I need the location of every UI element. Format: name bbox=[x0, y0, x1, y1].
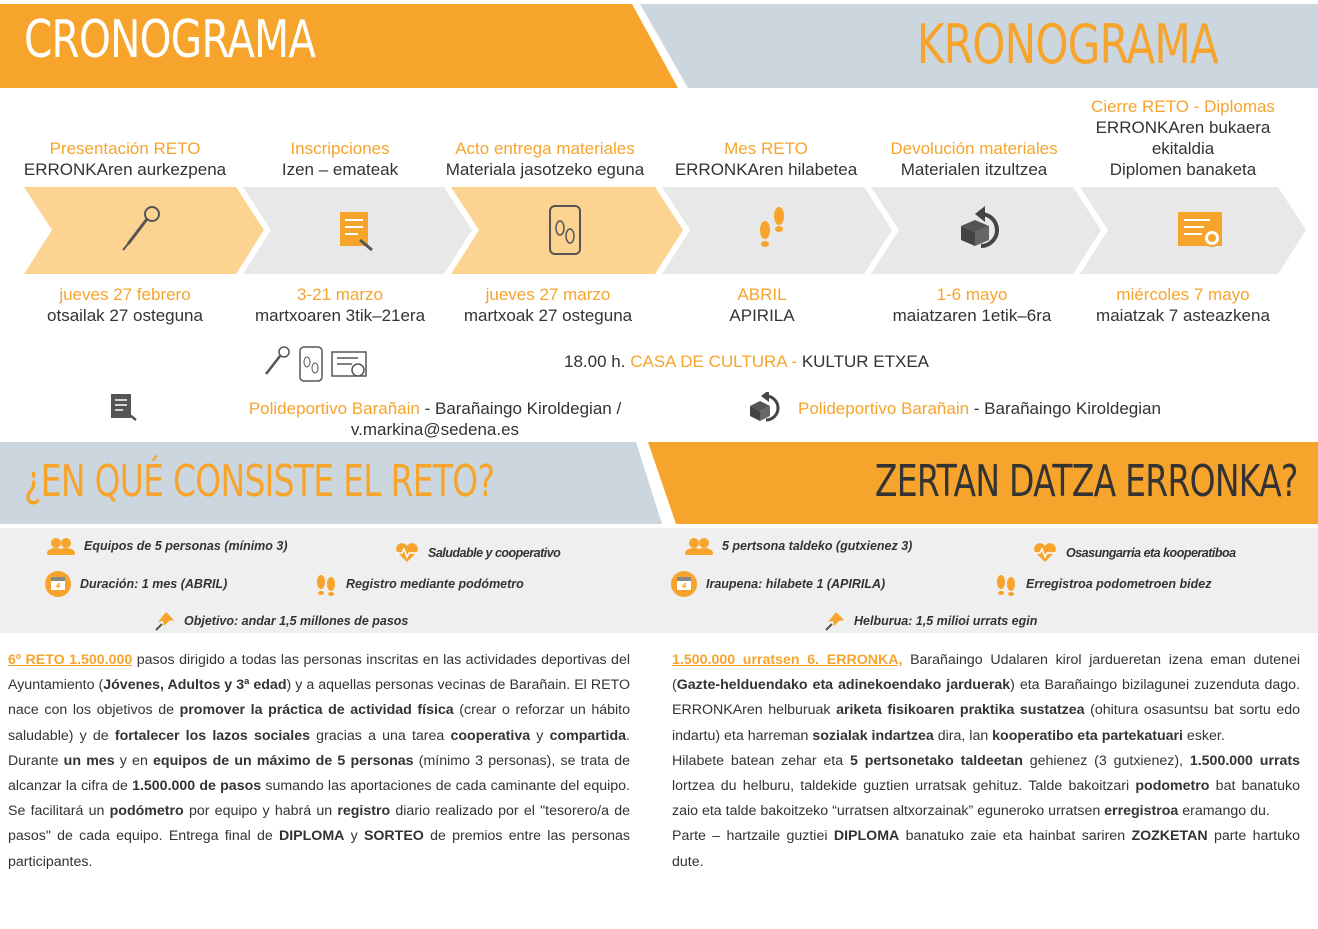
stage-6-date: miércoles 7 mayo maiatzak 7 asteazkena bbox=[1096, 285, 1270, 325]
timeline-chevrons bbox=[0, 184, 1318, 278]
body-text-eu: 1.500.000 urratsen 6. ERRONKA, Barañaingo Udalaren kirol jardueretan izena eman dutenei (Gazte-helduendako eta adinekoendako jarduerak) eta Barañaingo bizilagunei zuzenduta dago. ERRONKAren helburuak ariketa fisikoaren praktika sustatzea (ohitura osasuntsu bat sortu edo indartu) eta harreman sozialak indartzea dira, lan kooperatibo eta partekatuari esker. Hilabete batean zehar eta 5 pertsonetako taldeetan gehienez (3 gutxienez), 1.500.000 urrats lortzea du helburu, taldekide guztien urratsak gehituz. Talde bakoitzari podometro bat banatuko zaio eta talde bakoitzeko “urratsen altxorzainak” eguneroko urratsen erregistroa eramango du. Parte – hartzaile guztiei DIPLOMA banatuko zaie eta hainbat sariren ZOZKETAN parte hartuko dute. bbox=[672, 652, 1301, 870]
calendar-icon bbox=[44, 570, 72, 598]
stage-2-title: Inscripciones Izen – emateak bbox=[281, 139, 399, 179]
feature-teams-es: Equipos de 5 personas (mínimo 3) bbox=[46, 537, 288, 555]
microphone-icon bbox=[266, 347, 289, 374]
calendar-icon bbox=[670, 570, 698, 598]
registration-form-icon bbox=[340, 212, 372, 250]
section-title-es: ¿EN QUÉ CONSISTE EL RETO? bbox=[24, 456, 495, 507]
stage-4-title: Mes RETO ERRONKAren hilabetea bbox=[674, 139, 858, 179]
stage-5-date: 1-6 mayo maiatzaren 1etik–6ra bbox=[892, 285, 1052, 325]
stage-1-date: jueves 27 febrero otsailak 27 osteguna bbox=[47, 285, 203, 325]
registration-email[interactable]: v.markina@sedena.es bbox=[350, 420, 520, 439]
event-venue: 18.00 h. CASA DE CULTURA - KULTUR ETXEA bbox=[564, 352, 930, 371]
feature-teams-eu: 5 pertsona taldeko (gutxienez 3) bbox=[684, 537, 912, 555]
people-icon bbox=[46, 537, 76, 555]
diploma-certificate-icon bbox=[1178, 212, 1222, 246]
pushpin-icon bbox=[824, 610, 846, 632]
pushpin-icon bbox=[154, 610, 176, 632]
stage-2-date: 3-21 marzo martxoaren 3tik–21era bbox=[254, 285, 426, 325]
footprints-icon bbox=[994, 572, 1018, 596]
event-icons bbox=[258, 344, 373, 384]
return-venue: Polideportivo Barañain - Barañaingo Kiroldegian bbox=[798, 399, 1161, 418]
cronograma-title: CRONOGRAMA bbox=[24, 10, 316, 70]
registration-venue: Polideportivo Barañain - Barañaingo Kiroldegian / v.markina@sedena.es bbox=[248, 399, 622, 439]
feature-duration-eu: 4 Iraupena: hilabete 1 (APIRILA) bbox=[670, 570, 885, 598]
body-text-es: 6º RETO 1.500.000 pasos dirigido a todas las personas inscritas en las actividades deportivas del Ayuntamiento (Jóvenes, Adultos y 3ª edad) y a aquellas personas vecinas de Barañain. El RETO nace con los objetivos de promover la práctica de actividad física (crear o reforzar un hábito saludable) y de fortalecer los lazos sociales gracias a una tarea cooperativa y compartida. Durante un mes y en equipos de un máximo de 5 personas (mínimo 3 personas), se trata de alcanzar la cifra de 1.500.000 de pasos sumando las aportaciones de cada caminante del equipo. Se facilitará un podómetro por equipo y habrá un registro diario realizado por el "tesorero/a de pasos" de cada equipo. Entrega final de DIPLOMA y SORTEO de premios entre las personas participantes. bbox=[8, 652, 631, 870]
feature-goal-es: Objetivo: andar 1,5 millones de pasos bbox=[154, 610, 408, 632]
feature-goal-eu: Helburua: 1,5 milioi urrats egin bbox=[824, 610, 1037, 632]
stage-1-title: Presentación RETO ERRONKAren aurkezpena bbox=[23, 139, 227, 179]
stage-5-title: Devolución materiales Materialen itzultzea bbox=[890, 139, 1058, 179]
footprints-icon bbox=[314, 572, 338, 596]
feature-registry-eu: Erregistroa podometroen bidez bbox=[994, 572, 1211, 596]
kronograma-title: KRONOGRAMA bbox=[916, 13, 1218, 76]
stage-3-title: Acto entrega materiales Materiala jasotzeko eguna bbox=[445, 139, 645, 179]
section-title-eu: ZERTAN DATZA ERRONKA? bbox=[875, 456, 1298, 507]
chevron-1 bbox=[24, 187, 264, 274]
heart-pulse-icon bbox=[1032, 542, 1058, 564]
diploma-certificate-icon bbox=[332, 352, 366, 376]
registration-form-icon bbox=[108, 392, 140, 422]
svg-text:4: 4 bbox=[681, 582, 687, 590]
feature-registry-es: Registro mediante podómetro bbox=[314, 572, 524, 596]
feature-duration-es: 4 Duración: 1 mes (ABRIL) bbox=[44, 570, 227, 598]
feature-healthy-eu: Osasungarria eta kooperatiboa bbox=[1032, 542, 1236, 564]
feature-healthy-es: Saludable y cooperativo bbox=[394, 542, 560, 564]
stage-6-title: Cierre RETO - Diplomas ERRONKAren bukaera ekitaldia Diplomen banaketa bbox=[1091, 97, 1275, 179]
box-return-icon bbox=[746, 392, 790, 424]
svg-text:4: 4 bbox=[55, 582, 61, 590]
stage-4-date: ABRIL APIRILA bbox=[729, 285, 795, 325]
stage-3-date: jueves 27 marzo martxoak 27 osteguna bbox=[463, 285, 633, 325]
people-icon bbox=[684, 537, 714, 555]
heart-pulse-icon bbox=[394, 542, 420, 564]
smartphone-footprints-icon bbox=[300, 347, 322, 381]
